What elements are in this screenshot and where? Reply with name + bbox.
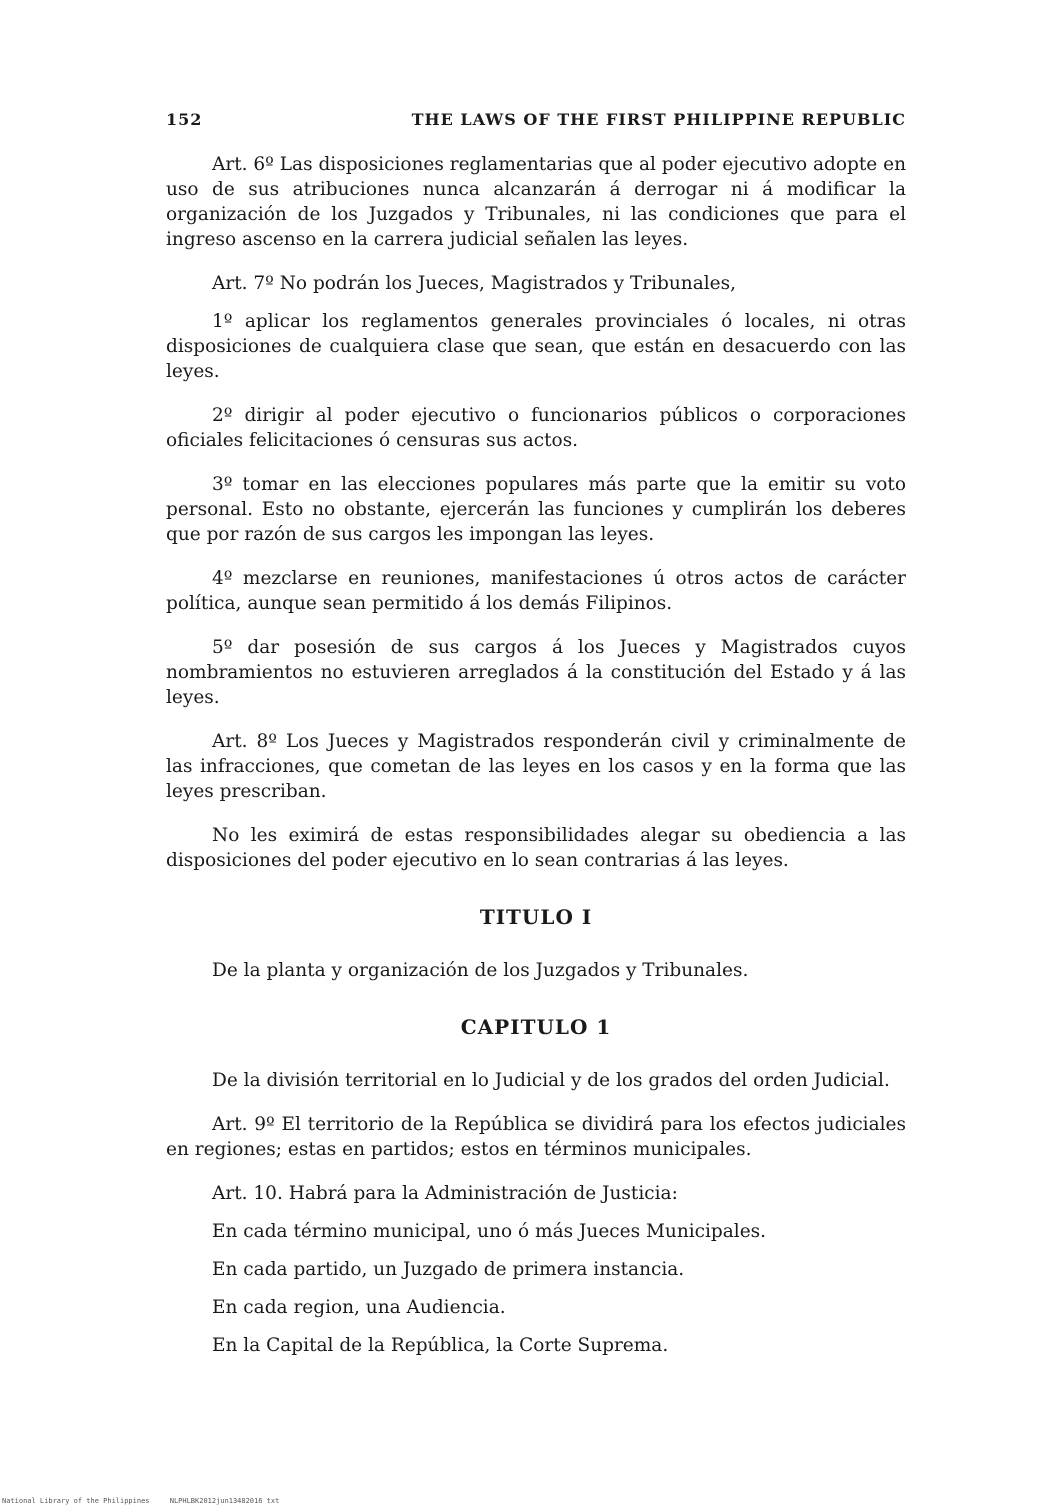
paragraph-art-7: Art. 7º No podrán los Jueces, Magistrados y Tribunales,	[212, 273, 736, 294]
capitulo-heading: CAPITULO 1	[460, 1015, 612, 1039]
page-number: 152	[166, 110, 203, 129]
page-header	[166, 110, 906, 140]
scan-footer	[2, 1497, 1062, 1505]
paragraph-art-7-item-3: 3º tomar en las elecciones populares más parte que la emitir su voto personal. Esto no obstante, ejercerán las funciones y cumplirán los deberes que por razón de sus cargos les impongan las leyes.	[166, 474, 906, 545]
paragraph-art-10: Art. 10. Habrá para la Administración de Justicia:	[212, 1183, 678, 1204]
paragraph-art-7-item-2: 2º dirigir al poder ejecutivo o funcionarios públicos o corporaciones oficiales felicitaciones ó censuras sus actos.	[166, 405, 906, 451]
paragraph-art-8: Art. 8º Los Jueces y Magistrados responderán civil y criminalmente de las infracciones, que cometan de las leyes en los casos y en la forma que las leyes prescriban.	[166, 731, 906, 802]
titulo-heading: TITULO I	[479, 905, 593, 929]
capitulo-subtitle: De la división territorial en lo Judicial y de los grados del orden Judicial.	[212, 1070, 890, 1091]
paragraph-art-6: Art. 6º Las disposiciones reglamentarias que al poder ejecutivo adopte en uso de sus atribuciones nunca alcanzarán á derrogar ni á modificar la organización de los Juzgados y Tribunales, ni las condiciones que para el ingreso ascenso en la carrera judicial señalen las leyes.	[166, 154, 906, 250]
paragraph-art-7-item-5: 5º dar posesión de sus cargos á los Jueces y Magistrados cuyos nombramientos no estuvieren arreglados á la constitución del Estado y á las leyes.	[166, 637, 906, 708]
titulo-subtitle: De la planta y organización de los Juzgados y Tribunales.	[212, 960, 749, 981]
body-text	[166, 152, 906, 1377]
paragraph-art-8-obedience: No les eximirá de estas responsibilidades alegar su obediencia a las disposiciones del poder ejecutivo en lo sean contrarias á las leyes.	[166, 825, 906, 871]
paragraph-art-9: Art. 9º El territorio de la República se dividirá para los efectos judiciales en regiones; estas en partidos; estos en términos municipales.	[166, 1114, 906, 1160]
paragraph-art-10-partido: En cada partido, un Juzgado de primera instancia.	[212, 1259, 685, 1280]
paragraph-art-7-item-1: 1º aplicar los reglamentos generales provinciales ó locales, ni otras disposiciones de cualquiera clase que sean, que están en desacuerdo con las leyes.	[166, 311, 906, 382]
paragraph-art-10-region: En cada region, una Audiencia.	[212, 1297, 506, 1318]
paragraph-art-7-item-4: 4º mezclarse en reuniones, manifestaciones ú otros actos de carácter política, aunque sean permitido á los demás Filipinos.	[166, 568, 906, 614]
footer-library: National Library of the Philippines	[2, 1497, 150, 1505]
paragraph-art-10-capital: En la Capital de la República, la Corte Suprema.	[212, 1335, 669, 1356]
running-title: THE LAWS OF THE FIRST PHILIPPINE REPUBLIC	[411, 110, 906, 129]
footer-file-id: NLPHLBK2012jun13482016 txt	[169, 1497, 280, 1505]
paragraph-art-10-municipal: En cada término municipal, uno ó más Jueces Municipales.	[212, 1221, 767, 1242]
